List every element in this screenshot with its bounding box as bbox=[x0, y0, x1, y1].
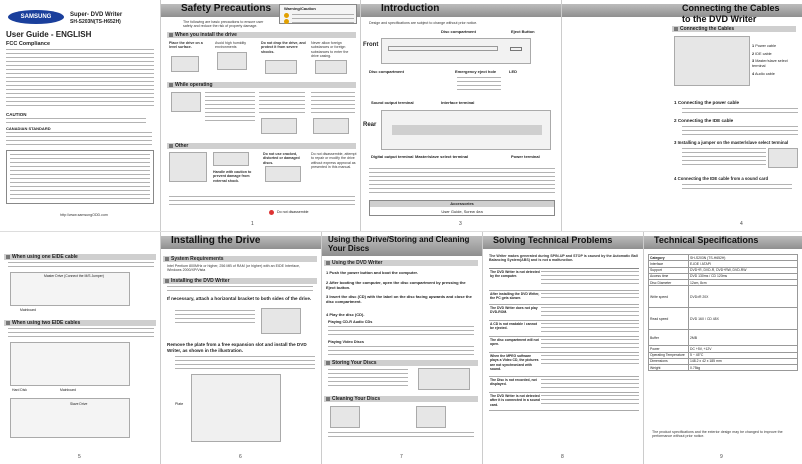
solution-lines bbox=[541, 269, 639, 290]
cover-url[interactable]: http://www.samsungODD.com bbox=[60, 213, 108, 217]
spec-key: Weight bbox=[649, 365, 689, 371]
do-not-label: Do not disassemble bbox=[277, 210, 309, 214]
problem-row bbox=[489, 291, 639, 305]
solution-lines bbox=[541, 337, 639, 352]
operating-illustration-1 bbox=[171, 92, 201, 112]
operating-illustration-2 bbox=[261, 118, 297, 134]
solution-lines bbox=[541, 321, 639, 336]
warning-title: Warning/Caution bbox=[284, 6, 316, 11]
spec-key: Access time bbox=[649, 273, 689, 279]
step-1-heading: 1 Connecting the power cable bbox=[674, 100, 740, 105]
model-name: SH-S203N(TS-H652H) bbox=[70, 19, 121, 25]
specs-title: Technical Specifications bbox=[654, 235, 759, 245]
cable-label-ide: 2 IDE cable bbox=[752, 51, 772, 56]
problem-row bbox=[489, 393, 639, 411]
bracket-illustration bbox=[261, 308, 301, 334]
samsung-logo bbox=[8, 10, 64, 24]
operating-subheading: While operating bbox=[167, 82, 356, 88]
spec-value: DVD+R, DVD-R, DVD+RW, DVD-RW bbox=[689, 267, 798, 273]
spec-value: DVD 16X / CD 48X bbox=[689, 308, 798, 330]
disc-tray bbox=[388, 46, 498, 51]
storing-text bbox=[328, 369, 408, 389]
spec-key: Interface bbox=[649, 261, 689, 267]
problem-row bbox=[489, 337, 639, 353]
two-eide-subheading: When using two EIDE cables bbox=[4, 320, 156, 326]
cleaning-illustration-2 bbox=[416, 406, 446, 428]
spec-key: Operating Temperature bbox=[649, 352, 689, 358]
rear-drive-illustration bbox=[381, 110, 551, 150]
problem-cell: The Disc is not recorded, not displayed. bbox=[490, 378, 537, 387]
sysreq-subheading: System Requirements bbox=[163, 256, 317, 262]
problem-row bbox=[489, 353, 639, 377]
spec-row bbox=[649, 308, 798, 330]
spec-value: 2MB bbox=[689, 330, 798, 346]
cleaning-illustration-1 bbox=[330, 406, 360, 428]
spec-key: Dimensions bbox=[649, 358, 689, 364]
two-slave-label: Slave Drive bbox=[70, 402, 88, 406]
fcc-heading: FCC Compliance bbox=[6, 41, 51, 47]
front-label: Front bbox=[363, 42, 379, 48]
one-master-label: Master Drive (Connect the M/S Jumper) bbox=[44, 274, 104, 278]
intro-title: Introduction bbox=[381, 3, 440, 14]
spec-key: Power bbox=[649, 346, 689, 352]
specs-panel bbox=[644, 232, 802, 464]
front-drive-illustration bbox=[381, 38, 531, 64]
plate-label: Plate bbox=[175, 402, 184, 406]
spec-key: Disc Diameter bbox=[649, 280, 689, 286]
using-panel bbox=[322, 232, 482, 464]
accessories-title: Accessories bbox=[370, 201, 554, 207]
two-hdd-label: Hard Disk bbox=[12, 388, 27, 392]
using-step-1: 1 Push the power button and boot the computer. bbox=[326, 270, 419, 275]
problem-cell: The DVD Writer is not detected after it is connected in a sound card. bbox=[490, 394, 540, 407]
solution-lines bbox=[541, 305, 639, 320]
operating-text-3 bbox=[311, 92, 355, 116]
master-slave-label: Master/slave select terminal bbox=[415, 154, 469, 159]
play-text bbox=[328, 326, 474, 338]
spec-key: Support bbox=[649, 267, 689, 273]
step-1-text bbox=[682, 108, 798, 116]
step-4-heading: 4 Connecting the IDE cable from a sound card bbox=[674, 176, 769, 181]
problem-row bbox=[489, 269, 639, 291]
cable-label-power: 1 Power cable bbox=[752, 44, 777, 48]
cover-panel bbox=[0, 0, 160, 231]
problem-cell: The disc compartment will not open. bbox=[490, 338, 539, 347]
cable-labels bbox=[752, 44, 802, 77]
spec-row bbox=[649, 365, 798, 371]
page-number-3: 3 bbox=[459, 220, 462, 227]
two-mainboard-label: Mainboard bbox=[60, 388, 77, 392]
rear-label: Rear bbox=[363, 122, 377, 128]
rear-port-strip bbox=[392, 125, 542, 135]
problem-cell: When the MPEG software plays a Video CD, the pictures are not synchronized with sound. bbox=[490, 354, 539, 371]
prohibited-icon bbox=[269, 210, 274, 215]
one-eide-subheading: When using one EIDE cable bbox=[4, 254, 156, 260]
caution-text-lines bbox=[6, 118, 146, 126]
spec-value: 5 ~ 45°C bbox=[689, 352, 798, 358]
problem-row bbox=[489, 377, 639, 393]
operating-illustration-3 bbox=[313, 118, 349, 134]
solving-title: Solving Technical Problems bbox=[493, 235, 613, 245]
accessories-items: User Guide, Screw 4ea bbox=[441, 209, 483, 214]
guide-title: User Guide - ENGLISH bbox=[6, 30, 92, 39]
install-step-1-text bbox=[175, 310, 255, 326]
emergency-label: Emergency eject hole bbox=[455, 69, 497, 74]
jumper-illustration bbox=[768, 148, 798, 168]
page-number-6: 6 bbox=[239, 453, 242, 460]
spec-value: 0.75kg bbox=[689, 365, 798, 371]
solving-panel bbox=[483, 232, 643, 464]
other-illustration-2 bbox=[213, 152, 249, 166]
eject-label: Eject Button bbox=[511, 29, 535, 34]
cable-label-master-slave: 3 Master/slave select terminal bbox=[752, 59, 788, 69]
fcc-text-lines bbox=[6, 49, 154, 109]
play-dvd-heading: Playing Video Discs bbox=[328, 340, 365, 344]
using-step-2: 2 After booting the computer, open the disc compartment by pressing the Eject button. bbox=[326, 280, 466, 290]
using-subheading: Using the DVD Writer bbox=[324, 260, 478, 266]
power-terminal-label: Power terminal bbox=[511, 154, 540, 159]
step-3-heading: 3 Installing a jumper on the master/slave select terminal bbox=[674, 140, 789, 145]
spec-key: Write speed bbox=[649, 286, 689, 308]
operating-text-2 bbox=[259, 92, 305, 116]
laser-text-lines bbox=[10, 154, 150, 202]
safety-intro: The following are basic precautions to ensure user safety and reduce the risk of property damage. bbox=[183, 20, 264, 29]
install-step-2: Remove the plate from a free expansion slot and install the DVD Writer, as shown in the illustration. bbox=[167, 342, 307, 353]
cracked-illustration bbox=[265, 166, 301, 182]
interface-label: Interface terminal bbox=[441, 100, 475, 105]
emergency-text bbox=[457, 77, 501, 93]
installing-subheading: Installing the DVD Writer bbox=[163, 278, 317, 284]
caution-icon bbox=[284, 19, 289, 24]
accessories-box bbox=[369, 200, 555, 216]
problem-cell: The DVD Writer does not play DVD-ROM. bbox=[490, 306, 538, 315]
introduction-panel bbox=[361, 0, 561, 231]
warning-text-lines bbox=[292, 14, 354, 26]
disassemble-note: Do not disassemble, attempt to repair or modify the drive without express approval as presented in this manual. bbox=[311, 152, 357, 170]
install-note-level: Place the drive on a level surface. bbox=[169, 41, 203, 50]
cleaning-text bbox=[328, 432, 474, 440]
using-step-4: 4 Play the disc (CD). bbox=[326, 312, 365, 317]
one-eide-text bbox=[8, 262, 154, 270]
solution-lines bbox=[541, 377, 639, 392]
page-number-5: 5 bbox=[78, 453, 81, 460]
installing-text bbox=[167, 286, 313, 294]
pc-case-illustration bbox=[191, 374, 281, 442]
storing-subheading: Storing Your Discs bbox=[324, 360, 478, 366]
spec-value: DC +5V, +12V bbox=[689, 346, 798, 352]
solving-intro: The Writer makes generated during SPIN-UP and STOP is caused by the Automatic Ball Balancing System(ABS) and is not a malfunction. bbox=[489, 254, 638, 263]
cracked-note: Do not use cracked, distorted or damaged discs. bbox=[263, 152, 300, 165]
spec-value: SH-S203N (TS-H652H) bbox=[689, 255, 798, 261]
rear-cables-illustration bbox=[674, 36, 750, 86]
specs-table bbox=[648, 254, 798, 371]
one-mainboard-label: Mainboard bbox=[20, 308, 37, 312]
spec-value: E-IDE / ATAPI bbox=[689, 261, 798, 267]
two-eide-illustration-1 bbox=[10, 342, 130, 386]
drop-illustration bbox=[265, 60, 297, 74]
intro-type-text bbox=[369, 168, 555, 196]
spec-value: DVD 130ms / CD 120ms bbox=[689, 273, 798, 279]
install-step-1: If necessary, attach a horizontal bracket to both sides of the drive. bbox=[167, 296, 312, 301]
spec-value: DVD±R 20X bbox=[689, 286, 798, 308]
laser-notice-box bbox=[6, 150, 154, 204]
standard-heading: CANADIAN STANDARD bbox=[6, 126, 51, 131]
safety-panel bbox=[161, 0, 360, 231]
solution-lines bbox=[541, 393, 639, 410]
install-note-drop: Do not drop the drive, and protect it from severe shocks. bbox=[261, 41, 306, 54]
spec-row bbox=[649, 330, 798, 346]
problem-cell: A CD is not readable / cannot be ejected. bbox=[490, 322, 537, 331]
cable-label-audio: 4 Audio cable bbox=[752, 71, 775, 76]
solution-lines bbox=[541, 353, 639, 376]
problem-row bbox=[489, 305, 639, 321]
install-note-humidity: Avoid high humidity environments bbox=[215, 41, 247, 50]
step-4-text bbox=[682, 184, 792, 192]
spec-key: Category bbox=[649, 255, 689, 261]
connecting-title-b: to the DVD Writer bbox=[682, 14, 757, 24]
warning-icon bbox=[284, 13, 289, 18]
disc-storage-illustration bbox=[418, 368, 470, 390]
spec-value: 148.2 x 42 x 185 mm bbox=[689, 358, 798, 364]
solution-lines bbox=[541, 291, 639, 304]
page-number-7: 7 bbox=[400, 453, 403, 460]
install-subheading: When you install the drive bbox=[167, 32, 356, 38]
standard-text-lines bbox=[6, 132, 152, 148]
play-heading: Playing CD-R Audio CDs bbox=[328, 320, 373, 324]
install-note-foreign: Never allow foreign substances or foreign substances to enter the drive casing. bbox=[311, 41, 349, 59]
step-2-text bbox=[682, 126, 798, 138]
problem-cell: The DVD Writer is not detected by the computer. bbox=[490, 270, 540, 279]
page-number-1: 1 bbox=[251, 220, 254, 227]
disc-compartment-label: Disc compartment bbox=[441, 29, 476, 34]
sysreq-text: Intel Pentium 800MHz or higher, 256 MB of RAM (or higher) with an EIDE Interface, Windows 2000/XP/Vista bbox=[167, 264, 301, 273]
handle-note: Handle with caution to prevent damage from external shock. bbox=[213, 170, 252, 183]
page-number-4: 4 bbox=[740, 220, 743, 227]
installing-panel bbox=[161, 232, 321, 464]
intro-note: Design and specifications are subject to change without prior notice. bbox=[369, 21, 478, 25]
sound-output-label: Sound output terminal bbox=[371, 100, 414, 105]
spec-key: Buffer bbox=[649, 330, 689, 346]
foreign-illustration bbox=[315, 60, 347, 74]
other-illustration-1 bbox=[169, 152, 207, 182]
operating-text-1 bbox=[205, 92, 255, 124]
problem-cell: After installing the DVD Writer, the PC gets slower. bbox=[490, 292, 540, 301]
spec-row bbox=[649, 286, 798, 308]
cleaning-subheading: Cleaning Your Discs bbox=[324, 396, 478, 402]
product-name: Super- DVD Writer bbox=[70, 12, 123, 18]
problem-row bbox=[489, 321, 639, 337]
page-number-8: 8 bbox=[561, 453, 564, 460]
led-label: LED bbox=[509, 69, 517, 74]
install-drive-illustration bbox=[171, 56, 199, 72]
safety-footnote bbox=[169, 196, 355, 208]
step-3-text bbox=[682, 148, 766, 168]
spec-value: 12cm, 8cm bbox=[689, 280, 798, 286]
problem-table bbox=[489, 268, 639, 411]
warning-box bbox=[279, 4, 357, 24]
page-number-9: 9 bbox=[720, 453, 723, 460]
two-eide-text bbox=[8, 328, 154, 340]
step-2-heading: 2 Connecting the IDE cable bbox=[674, 118, 734, 123]
eject-button-shape bbox=[510, 47, 522, 51]
specs-note: The product specifications and the exterior design may be changed to improve the performance without prior notice. bbox=[652, 430, 783, 439]
play-dvd-text bbox=[328, 346, 474, 358]
install-step-2-text bbox=[175, 356, 315, 372]
disc-compartment-label-2: Disc compartment bbox=[369, 69, 404, 74]
other-subheading: Other bbox=[167, 143, 356, 149]
using-step-3: 3 Insert the disc (CD) with the label on the disc facing upwards and close the disc compartment. bbox=[326, 294, 472, 304]
safety-title: Safety Precautions bbox=[181, 3, 272, 14]
installing-title: Installing the Drive bbox=[171, 235, 261, 246]
connecting-subheading: Connecting the Cables bbox=[672, 26, 796, 32]
ide-panel bbox=[0, 232, 160, 464]
humidity-illustration bbox=[217, 52, 247, 70]
connecting-panel bbox=[562, 0, 802, 231]
caution-heading: CAUTION bbox=[6, 112, 27, 117]
brand-text: SAMSUNG bbox=[20, 14, 52, 20]
using-title: Using the Drive/Storing and Cleaning Your Discs bbox=[328, 235, 470, 253]
spec-key: Read speed bbox=[649, 308, 689, 330]
digital-output-label: Digital output terminal bbox=[371, 154, 414, 159]
connecting-title-a: Connecting the Cables bbox=[682, 3, 780, 13]
